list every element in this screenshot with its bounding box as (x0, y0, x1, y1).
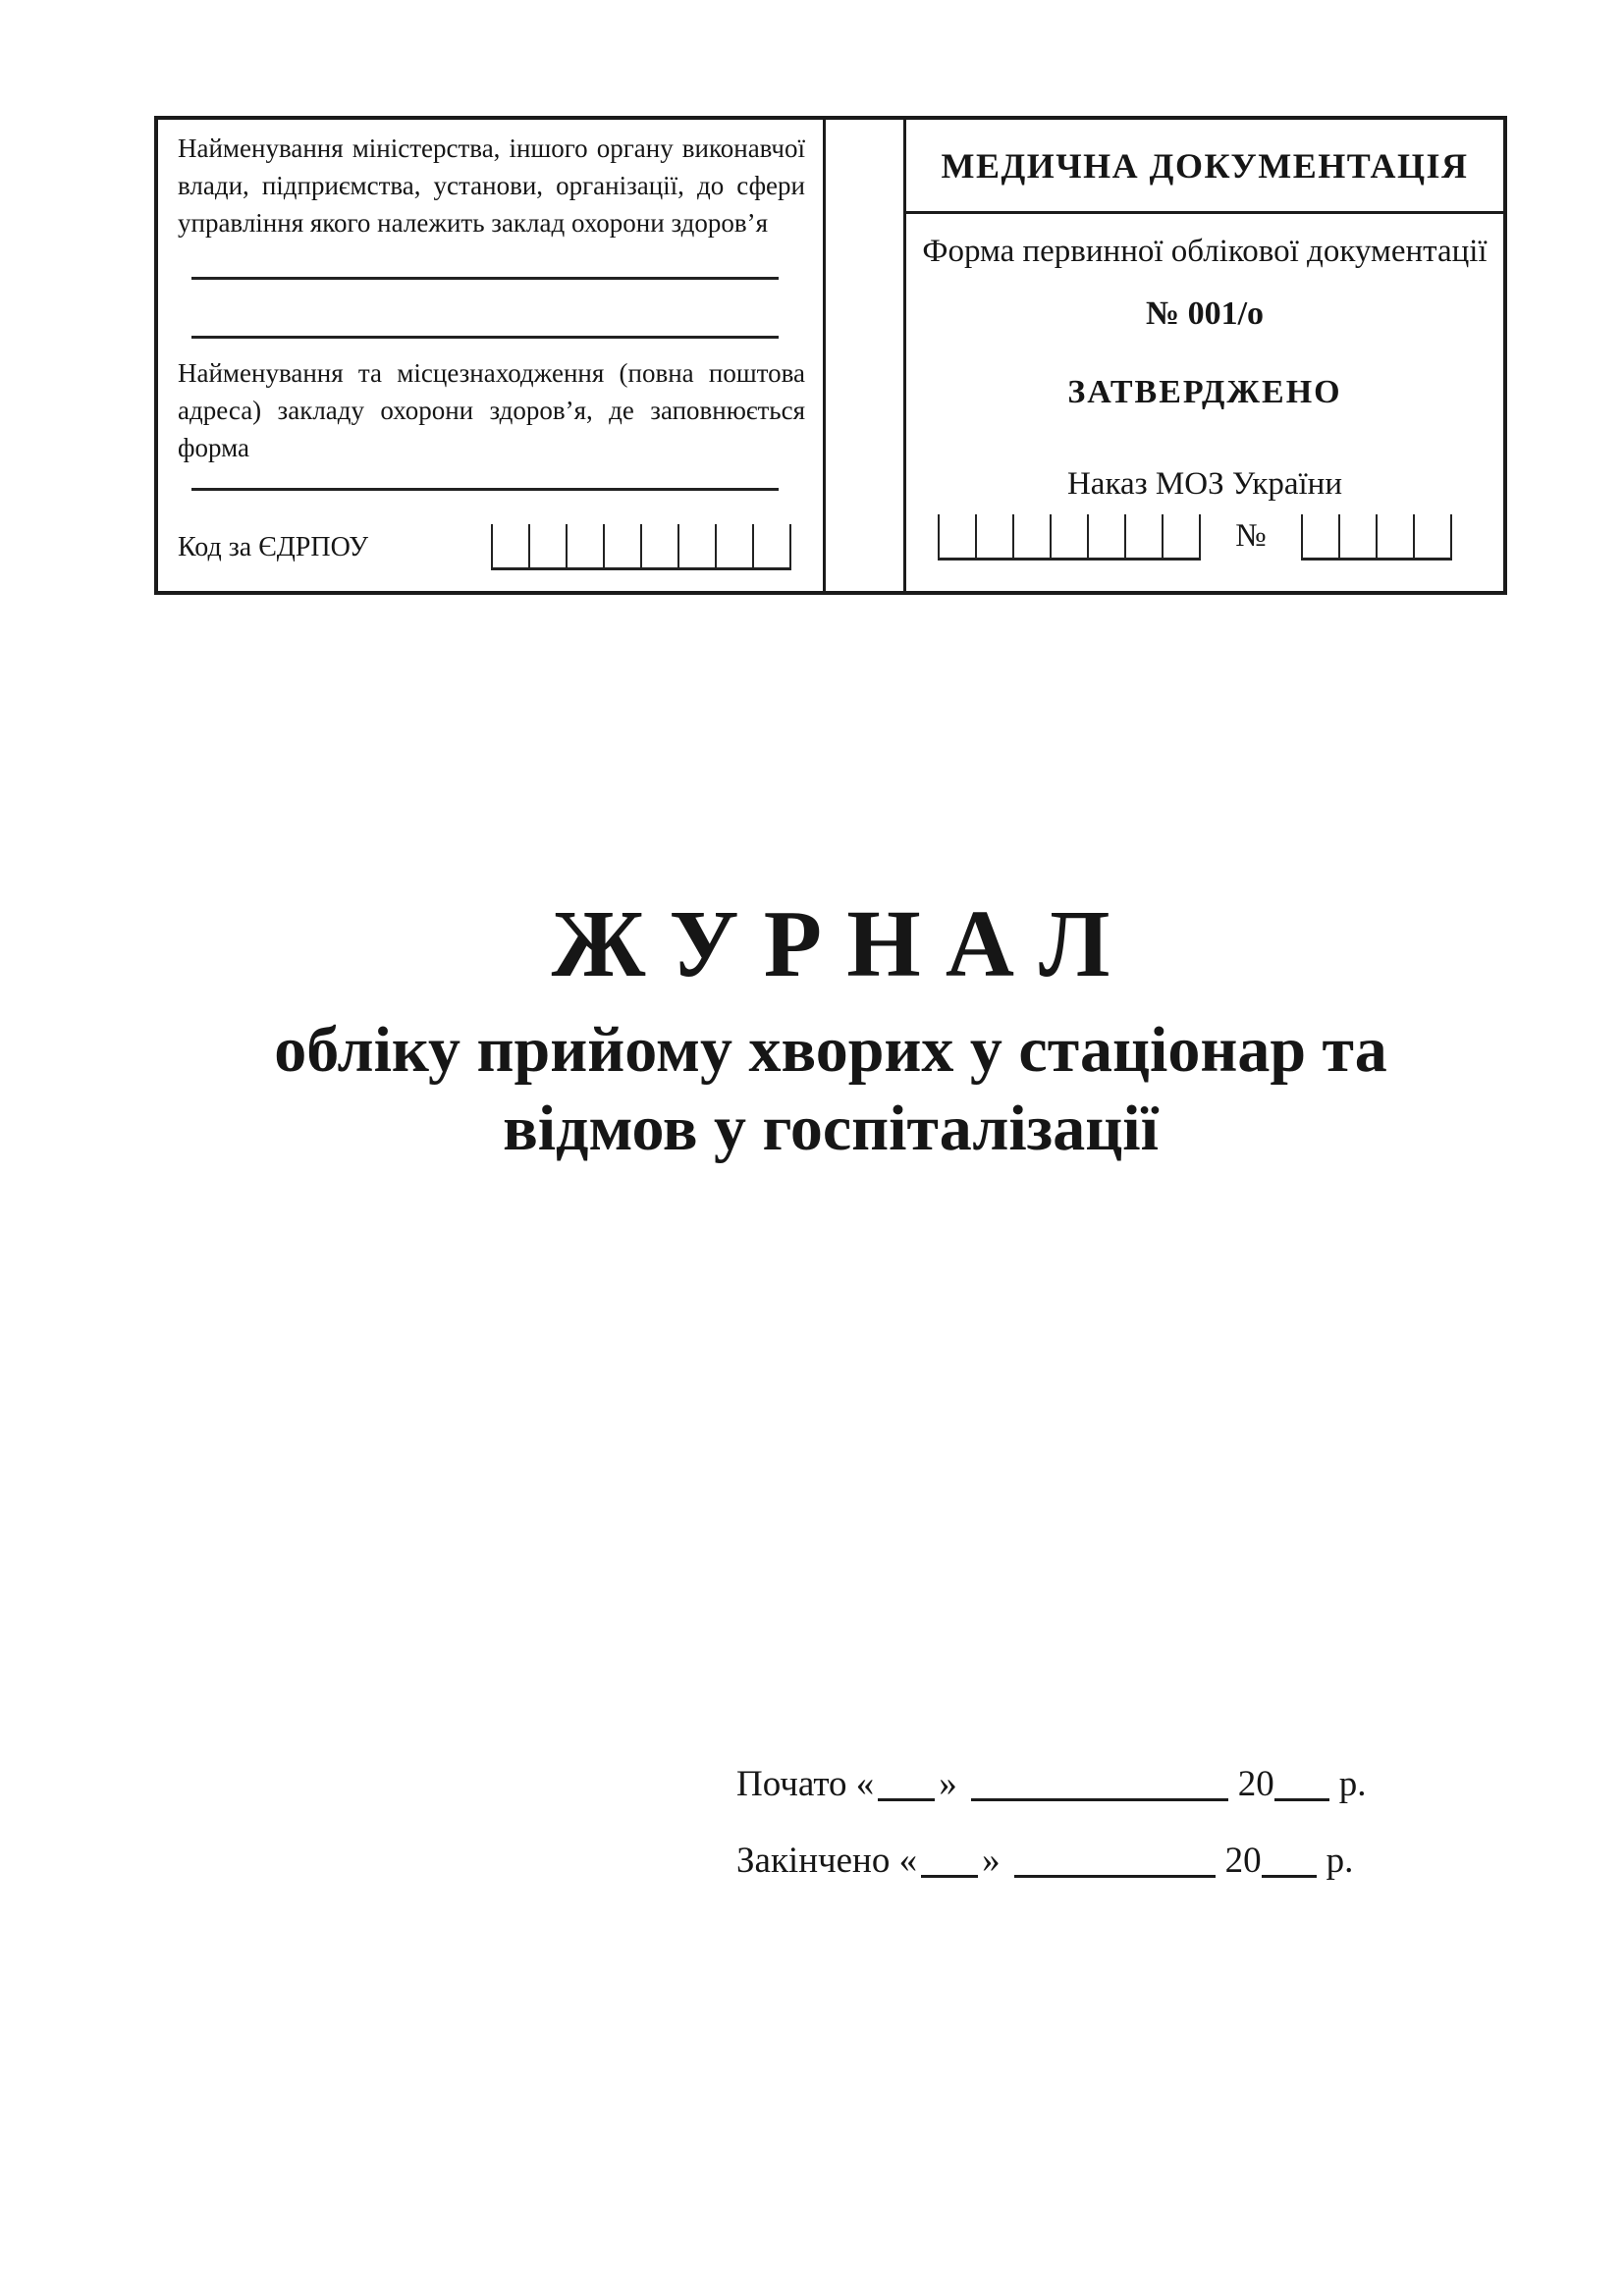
comb-cell (752, 524, 789, 567)
edrpou-row (178, 524, 805, 570)
form-number: № 001/о (1145, 295, 1265, 332)
open-quote: « (855, 1764, 875, 1804)
comb-cell (1012, 514, 1050, 558)
form-approval-cell (906, 214, 1503, 591)
finished-month-blank (1014, 1848, 1216, 1878)
edrpou-label: Код за ЄДРПОУ (178, 532, 369, 562)
ministry-name-caption: Найменування міністерства, іншого органу виконавчої влади, підприємства, установи, організації, до сфери управління якого належить заклад охорони здоров’я (178, 133, 805, 238)
comb-cell (1162, 514, 1199, 558)
ministry-name-writing-line-1 (191, 277, 779, 280)
started-label: Почато (736, 1764, 847, 1804)
started-year-blank (1274, 1772, 1329, 1801)
open-quote: « (898, 1841, 918, 1881)
comb-cell (1376, 514, 1413, 558)
finished-year-suffix: р. (1326, 1841, 1354, 1881)
finished-year-prefix: 20 (1224, 1841, 1262, 1881)
order-date-number-row (912, 514, 1497, 561)
comb-cell (1338, 514, 1376, 558)
header-table (154, 116, 1507, 595)
comb-cell (715, 524, 752, 567)
finished-day-blank (921, 1848, 978, 1878)
facility-address-caption: Найменування та місцезнаходження (повна поштова адреса) закладу охорони здоров’я, де заповнюється форма (178, 358, 805, 462)
form-caption: Форма первинної облікової документації (922, 234, 1488, 269)
comb-cell (640, 524, 677, 567)
order-number-sign: № (1235, 518, 1267, 554)
issuer-info-cell (158, 120, 826, 591)
close-quote: » (982, 1841, 1001, 1881)
comb-cell (677, 524, 715, 567)
comb-cell (975, 514, 1012, 558)
ministry-name-writing-line-2 (191, 336, 779, 339)
comb-cell (1124, 514, 1162, 558)
finished-label: Закінчено (736, 1841, 891, 1881)
order-number-cells (1301, 514, 1452, 561)
title-block (154, 891, 1507, 1168)
order-date-cells (938, 514, 1201, 561)
date-range-block (736, 1763, 1367, 1883)
comb-cell (528, 524, 566, 567)
close-quote: » (939, 1764, 957, 1804)
doc-type-heading: МЕДИЧНА ДОКУМЕНТАЦІЯ (906, 120, 1503, 214)
edrpou-code-cells (491, 524, 791, 570)
started-line (736, 1763, 1367, 1806)
journal-subtitle-line-1: обліку прийому хворих у стаціонар та (274, 1014, 1387, 1086)
approval-info-cell (906, 120, 1503, 591)
journal-subtitle-line-2: відмов у госпіталізації (503, 1093, 1159, 1164)
approved-heading: ЗАТВЕРДЖЕНО (1067, 374, 1342, 410)
started-year-prefix: 20 (1237, 1764, 1274, 1804)
comb-cell (1087, 514, 1124, 558)
comb-cell (1413, 514, 1450, 558)
spacer-column (826, 120, 906, 591)
journal-subtitle (154, 1011, 1507, 1168)
comb-cell (566, 524, 603, 567)
order-caption: Наказ МОЗ України (1066, 466, 1343, 502)
comb-cell (603, 524, 640, 567)
comb-cell (1301, 514, 1338, 558)
started-month-blank (971, 1772, 1228, 1801)
comb-cell (1050, 514, 1087, 558)
finished-year-blank (1262, 1848, 1317, 1878)
started-day-blank (878, 1772, 935, 1801)
finished-line (736, 1840, 1367, 1883)
comb-cell (491, 524, 528, 567)
journal-title: ЖУРНАЛ (551, 891, 1135, 996)
facility-address-writing-line (191, 488, 779, 491)
comb-cell (938, 514, 975, 558)
started-year-suffix: р. (1338, 1764, 1367, 1804)
